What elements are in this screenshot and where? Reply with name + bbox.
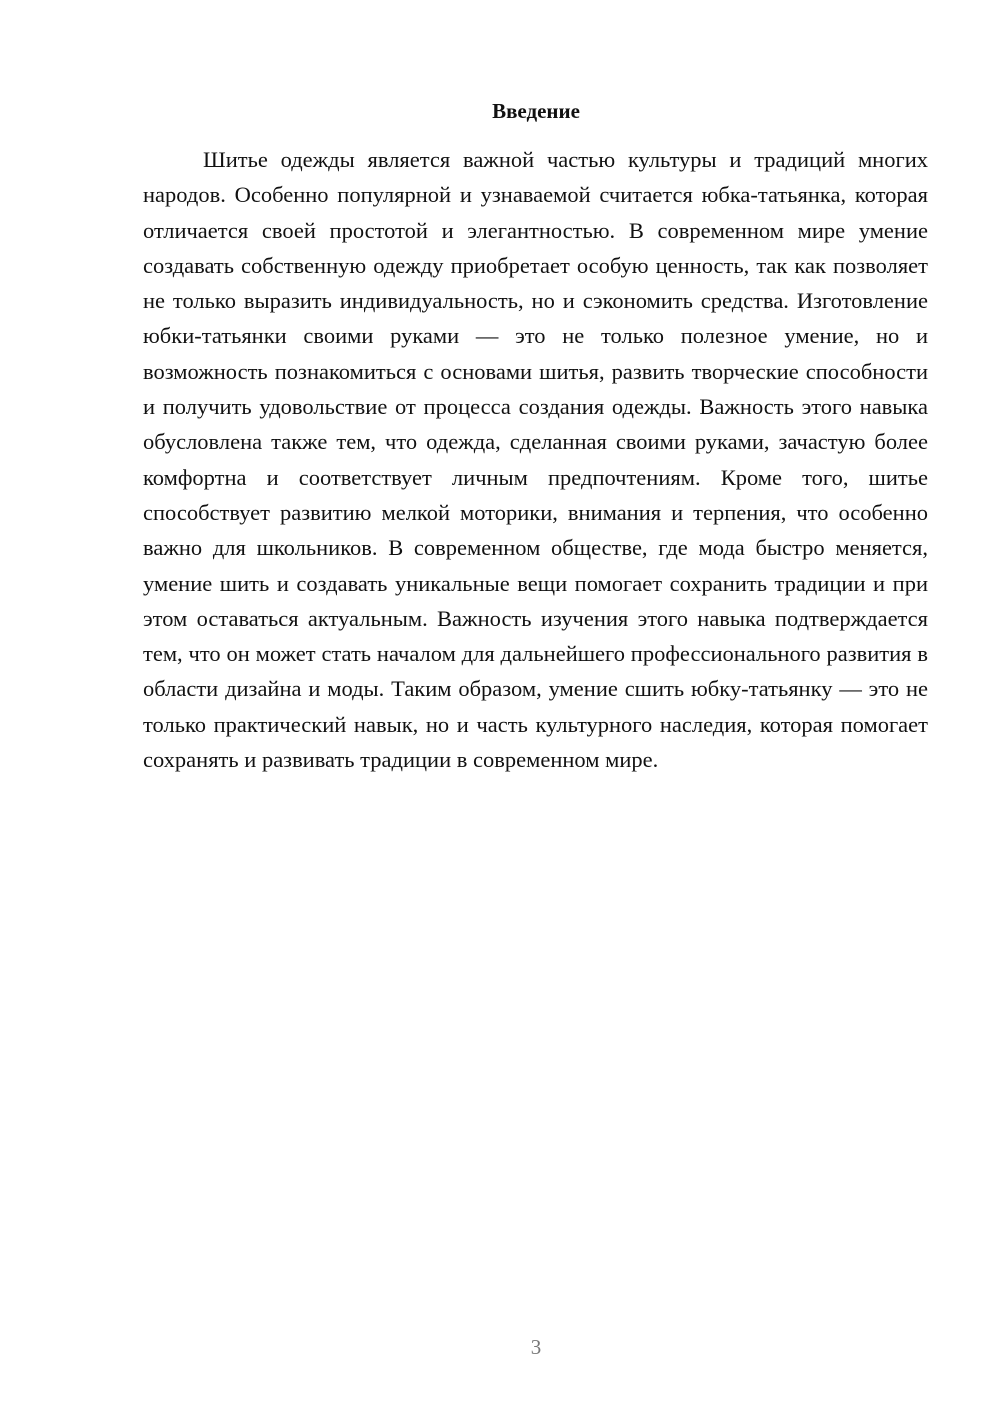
- section-heading: Введение: [492, 99, 580, 123]
- body-paragraph: Шитье одежды является важной частью культуры и традиций многих народов. Особенно популярной и узнаваемой считается юбка-татьянка, которая отличается своей простотой и элегантностью. В современном мире умение создавать собственную одежду приобретает особую ценность, так как позволяет не только выразить индивидуальность, но и сэкономить средства. Изготовление юбки-татьянки своими руками — это не только полезное умение, но и возможность познакомиться с основами шитья, развить творческие способности и получить удовольствие от процесса создания одежды. Важность этого навыка обусловлена также тем, что одежда, сделанная своими руками, зачастую более комфортна и соответствует личным предпочтениям. Кроме того, шитье способствует развитию мелкой моторики, внимания и терпения, что особенно важно для школьников. В современном обществе, где мода быстро меняется, умение шить и создавать уникальные вещи помогает сохранить традиции и при этом оставаться актуальным. Важность изучения этого навыка подтверждается тем, что он может стать началом для дальнейшего профессионального развития в области дизайна и моды. Таким образом, умение сшить юбку-татьянку — это не только практический навык, но и часть культурного наследия, которая помогает сохранять и развивать традиции в современном мире.: [143, 147, 928, 773]
- page-number: 3: [530, 1335, 542, 1359]
